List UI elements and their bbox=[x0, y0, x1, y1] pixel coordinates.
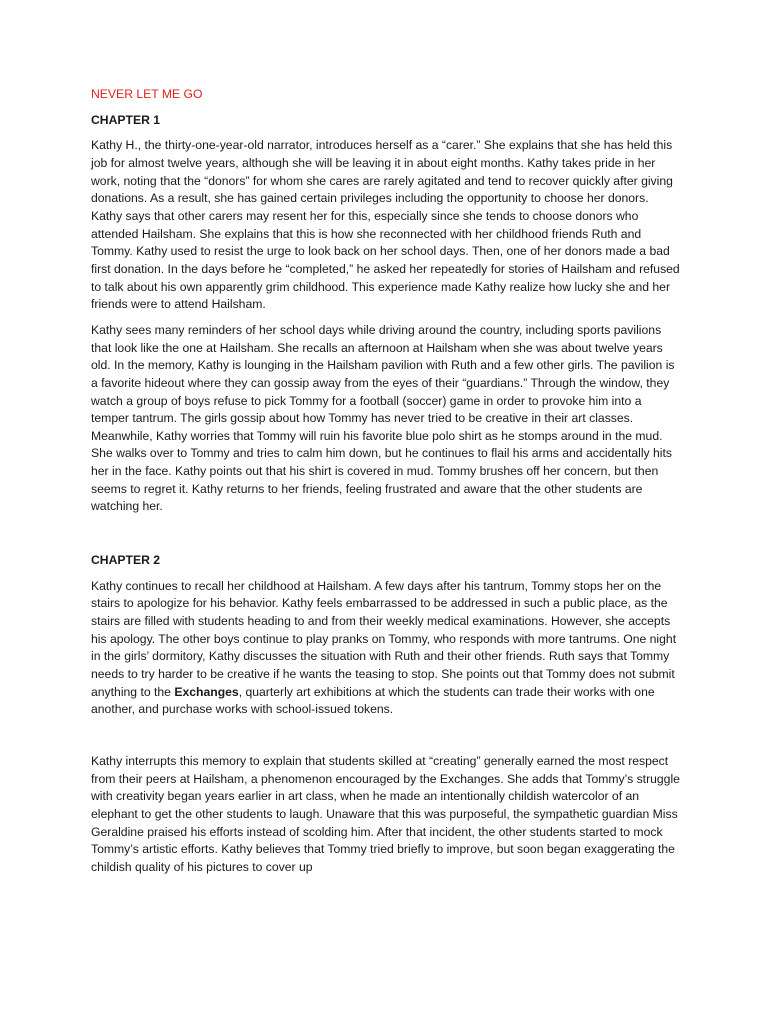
document-title: NEVER LET ME GO bbox=[91, 87, 203, 101]
chapter-1-paragraph-1: Kathy H., the thirty-one-year-old narrator, introduces herself as a “carer.” She explains that she has held this job for almost twelve years, although she will be leaving it in about eight months. Kathy takes pride in her work, noting that the “donors” for whom she cares are rarely agitated and tend to recover quickly after giving donations. As a result, she has gained certain privileges including the opportunity to choose her donors. Kathy says that other carers may resent her for this, especially since she tends to choose donors who attended Hailsham. She explains that this is how she reconnected with her childhood friends Ruth and Tommy. Kathy used to resist the urge to look back on her school days. Then, one of her donors made a bad first donation. In the days before he “completed,” he asked her repeatedly for stories of Hailsham and refused to talk about his own apparently grim childhood. This experience made Kathy realize how lucky she and her friends were to attend Hailsham. bbox=[91, 138, 680, 312]
spacer bbox=[91, 524, 681, 552]
paragraph-text: , quarterly art exhibitions at which the students can trade their works with one another, and purchase works with school-issued tokens. bbox=[91, 684, 655, 717]
chapter-2-heading: CHAPTER 2 bbox=[91, 553, 161, 568]
spacer bbox=[91, 727, 681, 753]
chapter-2-paragraph-1 bbox=[91, 578, 681, 719]
document-page bbox=[91, 86, 681, 885]
exchanges-term: Exchanges bbox=[174, 684, 239, 699]
chapter-1-heading: CHAPTER 1 bbox=[91, 112, 161, 127]
chapter-2-paragraph-2: Kathy interrupts this memory to explain that students skilled at “creating” generally earned the most respect from their peers at Hailsham, a phenomenon encouraged by the Exchanges. She adds that Tommy’s struggle with creativity began years earlier in art class, when he made an intentionally childish watercolor of an elephant to get the other students to laugh. Unaware that this was purposeful, the sympathetic guardian Miss Geraldine praised his efforts instead of scolding him. After that incident, the other students started to mock Tommy’s artistic efforts. Kathy believes that Tommy tried briefly to improve, but soon began exaggerating the childish quality of his pictures to cover up bbox=[91, 754, 680, 874]
paragraph-text: Kathy continues to recall her childhood at Hailsham. A few days after his tantrum, Tommy stops her on the stairs to apologize for his behavior. Kathy feels embarrassed to be addressed in such a public place, as the stairs are filled with students heading to and from their weekly medical examinations. However, she accepts his apology. The other boys continue to play pranks on Tommy, who responds with more tantrums. One night in the girls’ dormitory, Kathy discusses the situation with Ruth and their other friends. Ruth says that Tommy needs to try harder to be creative if he wants the teasing to stop. She points out that Tommy does not submit anything to the bbox=[91, 578, 677, 699]
chapter-1-paragraph-2: Kathy sees many reminders of her school days while driving around the country, including sports pavilions that look like the one at Hailsham. She recalls an afternoon at Hailsham when she was about twelve years old. In the memory, Kathy is lounging in the Hailsham pavilion with Ruth and a few other girls. The pavilion is a favorite hideout where they can gossip away from the eyes of their “guardians.” Through the window, they watch a group of boys refuse to pick Tommy for a football (soccer) game in order to provoke him into a temper tantrum. The girls gossip about how Tommy has never tried to be creative in their art classes. Meanwhile, Kathy worries that Tommy will ruin his favorite blue polo shirt as he stomps around in the mud. She walks over to Tommy and tries to calm him down, but he continues to flail his arms and accidentally hits her in the face. Kathy points out that his shirt is covered in mud. Tommy brushes off her concern, but then seems to regret it. Kathy returns to her friends, feeling frustrated and aware that the other students are watching her. bbox=[91, 322, 675, 514]
